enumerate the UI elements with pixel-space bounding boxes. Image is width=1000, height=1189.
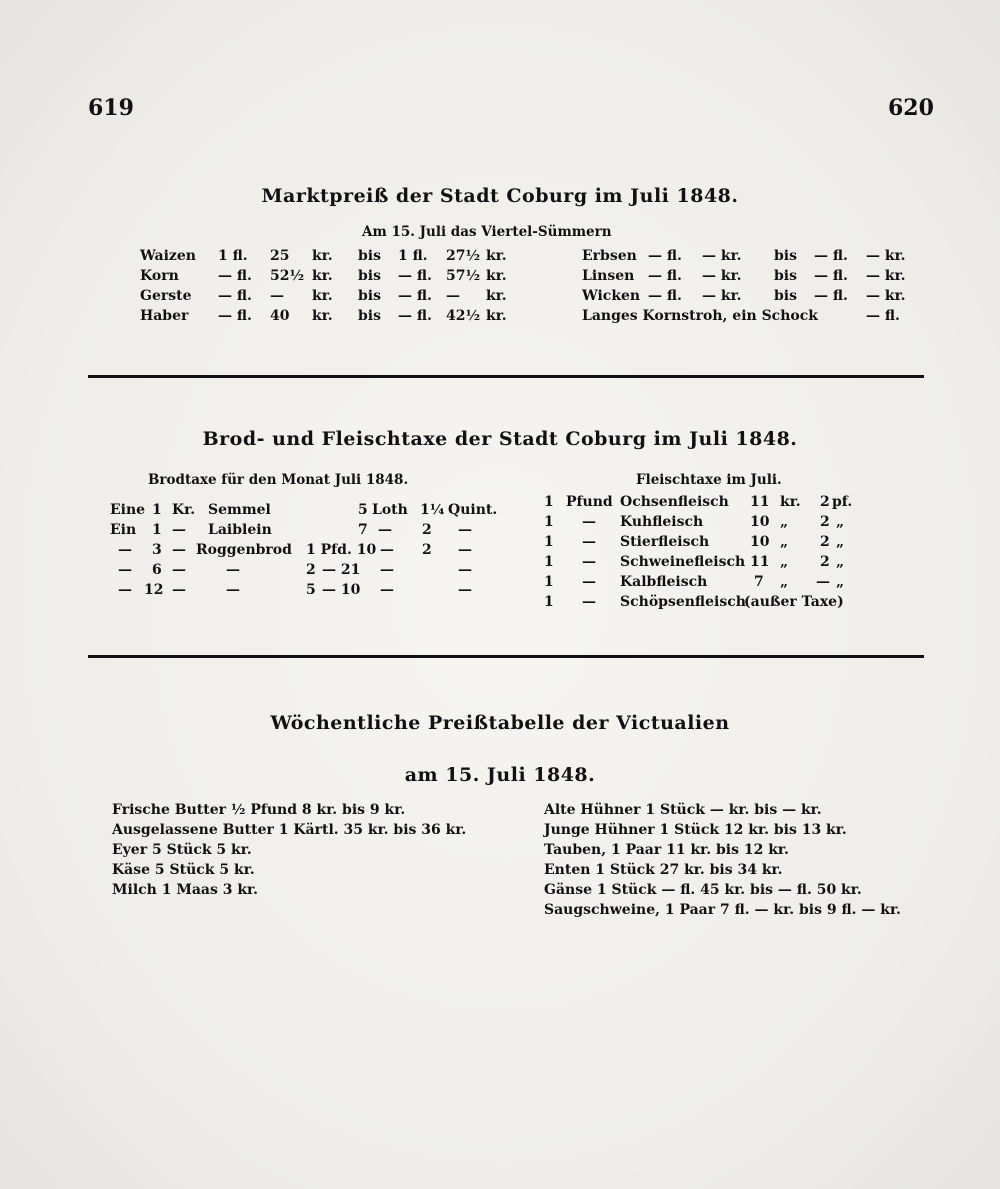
table-cell: 11 <box>750 554 770 570</box>
straw-label: Langes Kornstroh, ein Schock <box>582 308 818 324</box>
price-cell: — fl. <box>398 288 432 304</box>
table-cell: — <box>118 582 132 598</box>
table-cell: 1 <box>544 594 554 610</box>
table-cell: 2 <box>820 534 830 550</box>
list-item: Alte Hühner 1 Stück — kr. bis — kr. <box>544 802 822 818</box>
bread-tax-subtitle: Brodtaxe für den Monat Juli 1848. <box>148 472 409 488</box>
price-cell: kr. <box>312 308 333 324</box>
weekly-price-date: am 15. Juli 1848. <box>404 764 596 786</box>
legume-name: Wicken <box>582 288 641 304</box>
table-cell: — 10 <box>322 582 361 598</box>
price-cell: kr. <box>312 268 333 284</box>
table-cell: 11 <box>750 494 770 510</box>
table-cell: Roggenbrod <box>196 542 292 558</box>
price-cell: — kr. <box>866 248 906 264</box>
table-cell: Ein <box>110 522 137 538</box>
table-cell: — <box>226 582 240 598</box>
list-item: Ausgelassene Butter 1 Kärtl. 35 kr. bis 36 kr. <box>112 822 467 838</box>
table-cell: — <box>458 542 472 558</box>
price-cell: 52½ <box>270 268 305 284</box>
list-item: Eyer 5 Stück 5 kr. <box>112 842 252 858</box>
table-cell: 7 <box>754 574 764 590</box>
table-cell: — <box>226 562 240 578</box>
table-cell: — <box>118 542 132 558</box>
price-cell: 57½ <box>446 268 481 284</box>
price-cell: bis <box>774 268 797 284</box>
table-cell: — <box>458 522 472 538</box>
table-cell: — <box>172 562 186 578</box>
table-cell: 2 <box>422 522 432 538</box>
list-item: Junge Hühner 1 Stück 12 kr. bis 13 kr. <box>544 822 847 838</box>
page-number-left: 619 <box>88 95 134 121</box>
grain-name: Gerste <box>140 288 192 304</box>
table-cell: — <box>380 582 394 598</box>
table-cell: „ <box>780 554 789 570</box>
price-cell: bis <box>774 288 797 304</box>
table-cell: „ <box>780 574 789 590</box>
table-cell: Pfund <box>566 494 613 510</box>
table-cell: — <box>380 562 394 578</box>
price-cell: — fl. <box>814 248 848 264</box>
section-divider <box>88 655 924 658</box>
price-cell: — fl. <box>866 308 900 324</box>
price-cell: — <box>446 288 460 304</box>
market-price-subtitle: Am 15. Juli das Viertel-Sümmern <box>362 224 612 240</box>
grain-name: Waizen <box>140 248 196 264</box>
table-cell: — <box>582 514 596 530</box>
table-cell: Eine <box>110 502 146 518</box>
list-item: Milch 1 Maas 3 kr. <box>112 882 259 898</box>
price-cell: 40 <box>270 308 290 324</box>
table-cell: Semmel <box>208 502 271 518</box>
price-cell: — fl. <box>814 268 848 284</box>
table-cell: „ <box>836 574 845 590</box>
price-cell: — fl. <box>218 268 252 284</box>
price-cell: — fl. <box>648 288 682 304</box>
table-cell: 2 <box>422 542 432 558</box>
table-cell: 1 Pfd. 10 <box>306 542 377 558</box>
table-cell: — <box>380 542 394 558</box>
table-cell: — <box>582 574 596 590</box>
price-cell: — fl. <box>814 288 848 304</box>
table-cell: Kuhfleisch <box>620 514 704 530</box>
price-cell: kr. <box>312 248 333 264</box>
list-item: Enten 1 Stück 27 kr. bis 34 kr. <box>544 862 783 878</box>
price-cell: bis <box>358 268 381 284</box>
price-cell: 42½ <box>446 308 481 324</box>
table-cell: 10 <box>750 534 770 550</box>
price-cell: bis <box>358 288 381 304</box>
list-item: Gänse 1 Stück — fl. 45 kr. bis — fl. 50 kr. <box>544 882 862 898</box>
price-cell: — kr. <box>702 268 742 284</box>
table-cell: — 21 <box>322 562 361 578</box>
grain-name: Korn <box>140 268 179 284</box>
table-cell: — <box>458 562 472 578</box>
legume-name: Erbsen <box>582 248 637 264</box>
table-cell: „ <box>780 514 789 530</box>
table-cell: „ <box>836 534 845 550</box>
table-cell: 1 <box>544 514 554 530</box>
list-item: Käse 5 Stück 5 kr. <box>112 862 255 878</box>
table-cell: — <box>582 534 596 550</box>
price-cell: — fl. <box>218 288 252 304</box>
table-cell: — <box>118 562 132 578</box>
table-cell: Quint. <box>448 502 498 518</box>
page-number-right: 620 <box>888 95 934 121</box>
table-cell: 1¼ <box>420 502 445 518</box>
table-cell: — <box>816 574 830 590</box>
table-cell: — <box>172 582 186 598</box>
table-cell: „ <box>836 514 845 530</box>
price-cell: bis <box>358 248 381 264</box>
table-cell: „ <box>836 554 845 570</box>
table-cell: — <box>172 522 186 538</box>
table-cell: 1 <box>152 502 162 518</box>
table-cell: — <box>458 582 472 598</box>
bread-meat-title: Brod- und Fleischtaxe der Stadt Coburg im Juli 1848. <box>202 428 798 450</box>
table-cell: 5 <box>358 502 368 518</box>
price-cell: 1 fl. <box>218 248 248 264</box>
table-cell: 1 <box>544 574 554 590</box>
price-cell: — kr. <box>866 288 906 304</box>
table-cell: Kr. <box>172 502 196 518</box>
table-cell: Loth <box>372 502 408 518</box>
price-cell: — fl. <box>648 268 682 284</box>
table-cell: Schöpsenfleisch <box>620 594 746 610</box>
legume-name: Linsen <box>582 268 635 284</box>
table-cell: 3 <box>152 542 162 558</box>
table-cell: 2 <box>820 514 830 530</box>
table-cell: — <box>172 542 186 558</box>
table-cell: 2 <box>306 562 316 578</box>
price-cell: kr. <box>486 288 507 304</box>
price-cell: — fl. <box>648 248 682 264</box>
table-cell: Kalbfleisch <box>620 574 708 590</box>
table-cell: — <box>582 554 596 570</box>
table-cell: 5 <box>306 582 316 598</box>
price-cell: kr. <box>486 248 507 264</box>
list-item: Tauben, 1 Paar 11 kr. bis 12 kr. <box>544 842 789 858</box>
table-cell: pf. <box>832 494 853 510</box>
table-cell: 10 <box>750 514 770 530</box>
table-cell: 1 <box>544 494 554 510</box>
price-cell: bis <box>358 308 381 324</box>
table-cell: 2 <box>820 494 830 510</box>
list-item: Saugschweine, 1 Paar 7 fl. — kr. bis 9 fl. — kr. <box>544 902 901 918</box>
price-cell: 25 <box>270 248 290 264</box>
table-cell: — <box>582 594 596 610</box>
price-cell: 27½ <box>446 248 481 264</box>
table-cell: 2 <box>820 554 830 570</box>
table-cell: — <box>378 522 392 538</box>
table-cell: Stierfleisch <box>620 534 710 550</box>
table-cell: (außer Taxe) <box>744 594 844 610</box>
price-cell: — kr. <box>866 268 906 284</box>
table-cell: Ochsenfleisch <box>620 494 729 510</box>
table-cell: Schweinefleisch <box>620 554 746 570</box>
grain-name: Haber <box>140 308 189 324</box>
price-cell: bis <box>774 248 797 264</box>
price-cell: 1 fl. <box>398 248 428 264</box>
table-cell: Laiblein <box>208 522 272 538</box>
market-price-title: Marktpreiß der Stadt Coburg im Juli 1848. <box>261 185 739 207</box>
price-cell: — fl. <box>398 268 432 284</box>
section-divider <box>88 375 924 378</box>
price-cell: — kr. <box>702 248 742 264</box>
weekly-price-title: Wöchentliche Preißtabelle der Victualien <box>270 712 730 734</box>
list-item: Frische Butter ½ Pfund 8 kr. bis 9 kr. <box>112 802 406 818</box>
price-cell: kr. <box>486 308 507 324</box>
price-cell: — <box>270 288 284 304</box>
price-cell: — kr. <box>702 288 742 304</box>
table-cell: kr. <box>780 494 801 510</box>
price-cell: kr. <box>312 288 333 304</box>
price-cell: — fl. <box>398 308 432 324</box>
table-cell: 1 <box>152 522 162 538</box>
price-cell: kr. <box>486 268 507 284</box>
price-cell: — fl. <box>218 308 252 324</box>
table-cell: 7 <box>358 522 368 538</box>
table-cell: „ <box>780 534 789 550</box>
table-cell: 6 <box>152 562 162 578</box>
table-cell: 12 <box>144 582 164 598</box>
table-cell: 1 <box>544 554 554 570</box>
table-cell: 1 <box>544 534 554 550</box>
meat-tax-subtitle: Fleischtaxe im Juli. <box>636 472 782 488</box>
